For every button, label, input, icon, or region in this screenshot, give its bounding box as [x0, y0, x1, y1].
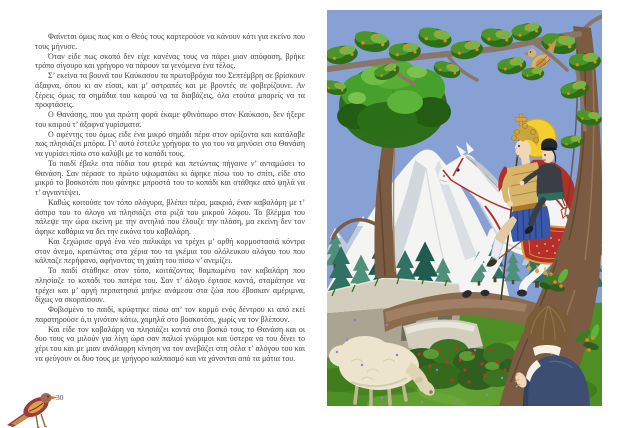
story-text	[35, 32, 305, 364]
story-paragraph: Και ξεχώρισε αργά ένα νέο παλικάρι να τρέχει μ’ ορθή κορμοστασιά κόντρα στον άνεμο, κρατώντας στα χέρια του τα γκέμια του ολόλευκου αλόγου του που κάλπαζε περήφανο, αφήνοντας τη χαίτη του πίσω ν’ ανεμίζει.	[35, 236, 305, 266]
story-paragraph: Ο αφέντης του όμως είδε ένα μικρό σημάδι πέρα στον ορίζοντα και κατάλαβε πως πλησιάζει μπόρα. Γι’ αυτό έστειλε γρήγορα το γιο του να μηνύσει στο Θανάση να γυρίσει πίσω στο καλύβι με το κοπάδι τους.	[35, 129, 305, 158]
story-paragraph: Το παιδί έβαλε στα πόδια του φτερά και πετώντας πήγαινε ν’ ανταμώσει το Θανάση. Σαν πέρασε το πρώτο υψωματάκι κι άφηκε πίσω του το σπίτι, είδε στο μικρό το βοσκοτόπι που φάνηκε μπροστά του το κοπάδι και στάθηκε από ψηλά να τ’ αγναντέψει.	[35, 158, 305, 197]
story-paragraph: Σ’ εκείνα τα βουνά του Καύκασου τα πρωτοβρόχια του Σεπτέμβρη σε βρίσκουν άξαφνα, όπου κι αν είσαι, και μ’ αστραπές και με βροντές σε φοβερίζουνε. Αν ξέρεις όμως τα σημάδια του καιρού να τα διαβάζεις, όλα ετούτα μπορείς να τα προφτάσεις.	[35, 71, 305, 110]
page-number: 30	[56, 393, 64, 402]
right-page	[310, 0, 620, 428]
story-paragraph: Και είδε τον καβαλάρη να πλησιάζει κοντά στο βοσκό τους το Θανάση και οι δυο τους να μιλούν για λίγη ώρα σαν παλιοί γνώριμοι και ύστερα να του δίνει το χέρι του και με μιαν ανάλαφρη κίνηση να τον ανεβάζει στη σέλα τ’ αλόγου του και να φεύγουν οι δυο τους με γρήγορο καλπασμό και να χάνονται από τα μάτια του.	[35, 324, 305, 363]
illustration-svg	[327, 10, 602, 406]
story-paragraph: Ο Θανάσης, που για πρώτη φορά έκαμε φθινόπωρο στον Καύκασο, δεν ήξερε του καιρού τ’ άξαφνα γυρίσματα.	[35, 110, 305, 129]
story-paragraph: Φαίνεται όμως πως και ο Θεός τους καρτερούσε να κάνουν κάτι για εκείνο που τους μήνυσε.	[35, 32, 305, 51]
story-paragraph: Όταν είδε πως σκοπό δεν είχε κανένας τους να πάρει μιαν απόφαση, βρήκε τρόπο σίγουρο και γρήγορο να πάρουν τα γενόμενα ένα τέλος.	[35, 51, 305, 71]
story-paragraph: Το παιδί στάθηκε στον τόπο, κοιτάζοντας θαμπωμένο τον καβαλάρη που πλησίαζε το κοπάδι του πατέρα του. Σαν τ’ άλογο έφτασε κοντά, σταμάτησε να τρέχει και μ’ αργή περπατησιά μπήκε ανάμεσα στα ζώα που έβοσκαν αμέριμνα, δίχως να σκορπίσουν.	[35, 266, 305, 305]
story-paragraph: Φοβισμένο το παιδί, κρύφτηκε πίσω απ’ τον κορμό ενός δέντρου κι από εκεί παρατηρούσε ό,τι γινόταν κάτω, χαμηλά στο βοσκοτόπι, χωρίς να τον βλέπουν.	[35, 305, 305, 324]
story-illustration	[327, 10, 602, 406]
story-paragraph: Καθώς κοιτούσε τον τόπο ολόγυρα, βλέπει πέρα, μακριά, έναν καβαλάρη με τ’ άσπρο του το άλογο να πλησιάζει στα ριζά του μικρού λόφου. Το βλέμμα του πάλεψε την ώρα εκείνη με την αντηλιά που έλουζε την πλάση, μα εκείνη δεν τον άφηκε καθάρια να δει την εικόνα του καβαλάρη.	[35, 197, 305, 236]
